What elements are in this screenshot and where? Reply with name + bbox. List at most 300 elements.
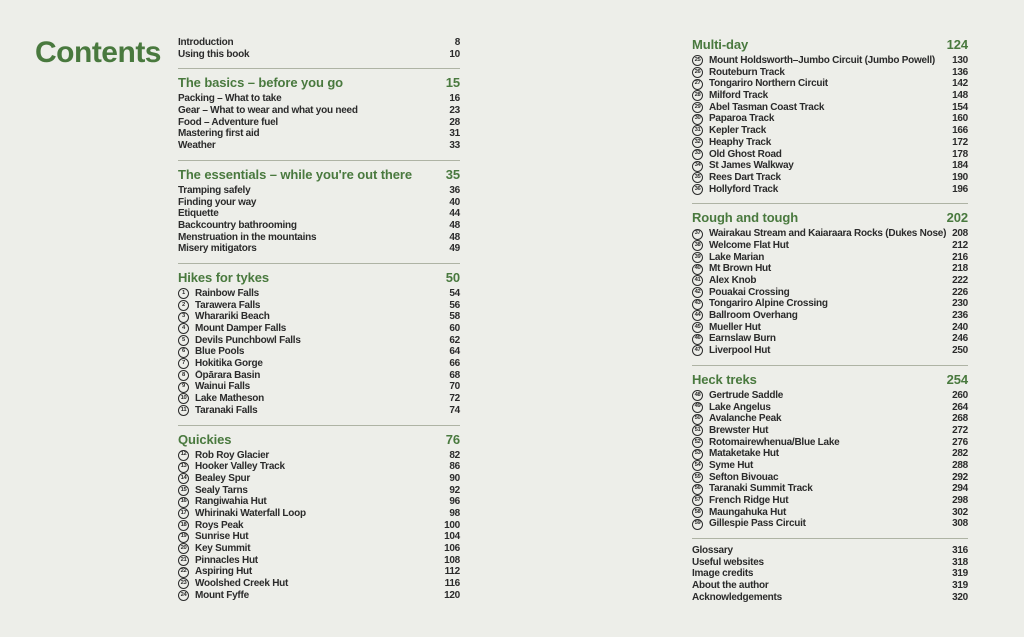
toc-entry	[692, 172, 968, 184]
entry-page: 142	[952, 78, 968, 90]
entry-number-badge: 7	[178, 358, 189, 369]
entry-label: Menstruation in the mountains	[178, 231, 317, 243]
entry-page: 282	[952, 448, 968, 460]
entry-label: Alex Knob	[709, 275, 757, 286]
toc-entry	[692, 149, 968, 161]
toc-entry	[178, 473, 460, 485]
entry-page: 8	[454, 37, 460, 48]
entry-number-badge: 5	[178, 335, 189, 346]
toc-entry	[178, 288, 460, 300]
toc-entry	[692, 184, 968, 196]
toc-entry	[178, 590, 460, 602]
entry-label: Aspiring Hut	[195, 566, 252, 578]
entry-number-badge: 15	[178, 485, 189, 496]
toc-entry	[178, 555, 460, 567]
toc-entry	[178, 335, 460, 347]
section-heading	[692, 372, 968, 388]
section-heading-page: 76	[445, 431, 460, 447]
entry-label: Avalanche Peak	[709, 413, 782, 425]
toc-entry	[178, 220, 460, 232]
entry-page: 92	[449, 484, 460, 496]
entry-page: 112	[444, 566, 460, 578]
entry-label: Syme Hut	[709, 459, 754, 471]
entry-page: 86	[449, 461, 460, 473]
toc-entry	[692, 160, 968, 172]
section-heading	[692, 37, 968, 53]
entry-label: Useful websites	[692, 556, 764, 568]
entry-label: Roys Peak	[195, 519, 244, 531]
section-heading-page: 50	[445, 269, 460, 285]
entry-label: Kepler Track	[709, 125, 767, 137]
entry-page: 298	[952, 495, 968, 506]
entry-label: Liverpool Hut	[709, 345, 771, 357]
entry-label: Mataketake Hut	[709, 448, 779, 460]
toc-entry	[692, 472, 968, 484]
entry-number-badge: 9	[178, 382, 189, 393]
entry-page: 33	[449, 140, 460, 152]
toc-entry	[178, 543, 460, 555]
entry-page: 82	[449, 449, 460, 461]
toc-entry	[178, 531, 460, 543]
toc-entry	[692, 67, 968, 79]
entry-page: 40	[449, 196, 460, 208]
entry-page: 90	[449, 472, 460, 484]
toc-entry	[178, 185, 460, 197]
entry-page: 246	[952, 333, 968, 345]
entry-label: Glossary	[692, 545, 733, 557]
entry-number-badge: 44	[692, 310, 703, 321]
section-entries	[692, 55, 968, 195]
entry-label: Introduction	[178, 37, 234, 48]
entry-page: 276	[952, 436, 968, 448]
toc-entry	[178, 93, 460, 105]
entry-number-badge: 49	[692, 402, 703, 413]
entry-label: Gillespie Pass Circuit	[709, 518, 806, 530]
entry-label: Pinnacles Hut	[195, 554, 258, 566]
toc-entry	[692, 275, 968, 287]
toc-entry	[178, 578, 460, 590]
entry-page: 98	[449, 507, 460, 519]
entry-page: 264	[952, 401, 968, 413]
entry-label: Tongariro Northern Circuit	[709, 78, 828, 90]
entry-number-badge: 43	[692, 299, 703, 310]
entry-page: 226	[952, 286, 968, 298]
entry-page: 288	[952, 459, 968, 471]
toc-column-right	[692, 37, 968, 604]
entry-label: Misery mitigators	[178, 243, 257, 255]
entry-page: 116	[444, 578, 460, 590]
toc-entry	[692, 568, 968, 580]
entry-number-badge: 59	[692, 519, 703, 530]
entry-page: 318	[952, 556, 968, 568]
entry-number-badge: 20	[178, 543, 189, 554]
entry-number-badge: 37	[692, 229, 703, 240]
toc-entry	[692, 228, 968, 240]
section-entries	[178, 450, 460, 602]
entry-label: Tramping safely	[178, 184, 251, 196]
entry-page: 72	[449, 393, 460, 405]
entry-label: Taranaki Summit Track	[709, 483, 813, 495]
entry-page: 106	[444, 543, 460, 554]
toc-entry	[692, 322, 968, 334]
entry-page: 104	[444, 531, 460, 543]
toc-entry	[692, 460, 968, 472]
section-heading-page: 254	[946, 371, 968, 387]
entry-page: 272	[952, 424, 968, 436]
entry-page: 212	[952, 239, 968, 251]
entry-number-badge: 41	[692, 275, 703, 286]
toc-entry	[178, 105, 460, 117]
toc-section	[692, 538, 968, 603]
entry-page: 260	[952, 389, 968, 401]
entry-page: 10	[449, 48, 460, 60]
entry-label: Old Ghost Road	[709, 148, 782, 160]
entry-label: Rangiwahia Hut	[195, 496, 267, 508]
toc-entry	[692, 483, 968, 495]
entry-page: 54	[449, 287, 460, 299]
toc-entry	[178, 243, 460, 255]
entry-label: French Ridge Hut	[709, 495, 789, 506]
entry-number-badge: 52	[692, 437, 703, 448]
toc-section	[178, 37, 460, 60]
entry-number-badge: 14	[178, 473, 189, 484]
entry-page: 44	[449, 208, 460, 220]
toc-entry	[178, 37, 460, 49]
entry-number-badge: 8	[178, 370, 189, 381]
section-heading	[692, 210, 968, 226]
entry-label: Brewster Hut	[709, 424, 769, 436]
entry-label: Finding your way	[178, 196, 257, 208]
toc-entry	[692, 518, 968, 530]
entry-label: Key Summit	[195, 543, 251, 554]
section-heading-label: Heck treks	[692, 371, 757, 387]
section-entries	[178, 288, 460, 417]
entry-number-badge: 57	[692, 495, 703, 506]
entry-label: Hooker Valley Track	[195, 461, 285, 473]
section-heading-page: 202	[946, 210, 968, 226]
entry-number-badge: 3	[178, 312, 189, 323]
entry-page: 66	[449, 358, 460, 370]
section-heading-page: 35	[445, 166, 460, 182]
entry-label: Tarawera Falls	[195, 299, 261, 311]
toc-entry	[178, 381, 460, 393]
entry-page: 120	[444, 589, 460, 601]
entry-number-badge: 38	[692, 240, 703, 251]
section-divider	[178, 263, 460, 264]
entry-number-badge: 10	[178, 393, 189, 404]
entry-number-badge: 33	[692, 149, 703, 160]
section-heading-label: The basics – before you go	[178, 75, 343, 91]
entry-page: 319	[952, 580, 968, 592]
toc-entry	[178, 49, 460, 61]
entry-label: Bealey Spur	[195, 472, 251, 484]
toc-section	[692, 203, 968, 357]
toc-section	[178, 160, 460, 255]
toc-entry	[178, 370, 460, 382]
entry-label: Using this book	[178, 48, 250, 60]
entry-number-badge: 39	[692, 252, 703, 263]
entry-number-badge: 55	[692, 472, 703, 483]
entry-label: Milford Track	[709, 90, 768, 102]
entry-label: Ōpārara Basin	[195, 369, 261, 381]
entry-page: 308	[952, 518, 968, 530]
entry-number-badge: 58	[692, 507, 703, 518]
toc-entry	[692, 310, 968, 322]
entry-number-badge: 46	[692, 334, 703, 345]
section-heading-page: 124	[946, 37, 968, 52]
entry-page: 74	[449, 404, 460, 416]
entry-label: Rainbow Falls	[195, 287, 259, 299]
toc-entry	[692, 55, 968, 67]
toc-entry	[178, 520, 460, 532]
entry-page: 320	[952, 591, 968, 603]
entry-label: Food – Adventure fuel	[178, 116, 278, 128]
entry-label: Tongariro Alpine Crossing	[709, 298, 828, 310]
entry-page: 28	[449, 116, 460, 128]
entry-page: 160	[952, 113, 968, 125]
entry-number-badge: 34	[692, 161, 703, 172]
entry-label: Packing – What to take	[178, 93, 282, 105]
entry-label: Earnslaw Burn	[709, 333, 776, 345]
toc-entry	[178, 405, 460, 417]
entry-page: 148	[952, 90, 968, 102]
entry-label: Rotomairewhenua/Blue Lake	[709, 436, 840, 448]
entry-label: Heaphy Track	[709, 136, 772, 148]
section-divider	[692, 203, 968, 204]
toc-entry	[692, 287, 968, 299]
entry-number-badge: 21	[178, 555, 189, 566]
entry-label: Abel Tasman Coast Track	[709, 101, 825, 113]
section-divider	[692, 538, 968, 539]
toc-entry	[692, 495, 968, 507]
entry-page: 190	[952, 171, 968, 183]
entry-label: Ballroom Overhang	[709, 310, 798, 322]
entry-label: Mount Fyffe	[195, 589, 249, 601]
toc-entry	[178, 508, 460, 520]
entry-page: 166	[952, 125, 968, 137]
section-divider	[178, 425, 460, 426]
toc-entry	[692, 448, 968, 460]
entry-label: Mount Damper Falls	[195, 323, 287, 334]
toc-section	[692, 37, 968, 195]
entry-label: Wainui Falls	[195, 381, 250, 393]
toc-entry	[692, 125, 968, 137]
toc-entry	[178, 197, 460, 209]
section-divider	[692, 365, 968, 366]
entry-number-badge: 56	[692, 484, 703, 495]
entry-page: 58	[449, 311, 460, 323]
entry-page: 236	[952, 310, 968, 322]
entry-label: Hokitika Gorge	[195, 358, 263, 370]
entry-number-badge: 47	[692, 345, 703, 356]
entry-page: 216	[952, 251, 968, 263]
section-entries	[178, 185, 460, 255]
entry-page: 154	[952, 101, 968, 113]
toc-section	[178, 425, 460, 602]
entry-number-badge: 29	[692, 102, 703, 113]
toc-entry	[178, 346, 460, 358]
toc-entry	[178, 140, 460, 152]
entry-label: Mastering first aid	[178, 128, 260, 140]
toc-entry	[692, 240, 968, 252]
entry-number-badge: 17	[178, 508, 189, 519]
entry-page: 64	[449, 346, 460, 358]
entry-number-badge: 13	[178, 462, 189, 473]
entry-number-badge: 35	[692, 172, 703, 183]
entry-label: Wairakau Stream and Kaiaraara Rocks (Dukes Nose)	[709, 228, 947, 240]
entry-label: Sefton Bivouac	[709, 471, 779, 483]
entry-page: 268	[952, 413, 968, 425]
toc-entry	[692, 298, 968, 310]
entry-label: Blue Pools	[195, 346, 245, 358]
entry-label: Wharariki Beach	[195, 311, 270, 323]
entry-label: Weather	[178, 140, 216, 152]
entry-number-badge: 36	[692, 184, 703, 195]
entry-page: 302	[952, 506, 968, 518]
entry-label: Lake Angelus	[709, 401, 771, 413]
toc-entry	[178, 393, 460, 405]
section-heading-label: Hikes for tykes	[178, 269, 269, 285]
toc-entry	[692, 113, 968, 125]
toc-entry	[178, 232, 460, 244]
section-entries	[178, 93, 460, 151]
entry-number-badge: 31	[692, 125, 703, 136]
entry-number-badge: 2	[178, 300, 189, 311]
entry-page: 56	[449, 299, 460, 311]
entry-number-badge: 48	[692, 390, 703, 401]
section-heading	[178, 432, 460, 448]
entry-label: Rob Roy Glacier	[195, 449, 270, 461]
toc-entry	[178, 485, 460, 497]
toc-entry	[692, 557, 968, 569]
entry-page: 319	[952, 568, 968, 580]
toc-entry	[692, 402, 968, 414]
entry-number-badge: 22	[178, 567, 189, 578]
toc-entry	[692, 333, 968, 345]
entry-page: 70	[449, 381, 460, 393]
toc-entry	[692, 437, 968, 449]
toc-entry	[692, 78, 968, 90]
toc-entry	[178, 496, 460, 508]
section-divider	[178, 160, 460, 161]
entry-label: Whirinaki Waterfall Loop	[195, 507, 306, 519]
entry-label: Rees Dart Track	[709, 171, 781, 183]
entry-label: St James Walkway	[709, 160, 794, 172]
toc-column-left	[178, 37, 460, 601]
entry-page: 208	[952, 228, 968, 240]
section-heading-label: Quickies	[178, 431, 232, 447]
section-heading	[178, 75, 460, 91]
page-title: Contents	[35, 36, 161, 69]
entry-number-badge: 50	[692, 414, 703, 425]
entry-label: Paparoa Track	[709, 113, 775, 125]
toc-entry	[178, 450, 460, 462]
section-heading-label: The essentials – while you're out there	[178, 166, 412, 182]
section-heading-label: Multi-day	[692, 37, 749, 52]
toc-entry	[178, 311, 460, 323]
entry-number-badge: 54	[692, 460, 703, 471]
entry-number-badge: 1	[178, 288, 189, 299]
entry-number-badge: 40	[692, 264, 703, 275]
entry-number-badge: 45	[692, 322, 703, 333]
section-entries	[692, 228, 968, 357]
entry-page: 250	[952, 345, 968, 357]
toc-entry	[692, 137, 968, 149]
entry-page: 108	[444, 554, 460, 566]
entry-page: 68	[449, 369, 460, 381]
entry-page: 240	[952, 321, 968, 333]
toc-section	[178, 263, 460, 417]
entry-number-badge: 27	[692, 79, 703, 90]
entry-page: 100	[444, 519, 460, 531]
entry-label: Maungahuka Hut	[709, 506, 787, 518]
entry-page: 96	[449, 496, 460, 508]
entry-label: Mueller Hut	[709, 321, 761, 333]
section-heading-label: Rough and tough	[692, 210, 799, 226]
entry-number-badge: 11	[178, 405, 189, 416]
entry-label: Gertrude Saddle	[709, 389, 784, 401]
entry-page: 172	[952, 136, 968, 148]
entry-page: 196	[952, 183, 968, 195]
entry-number-badge: 28	[692, 90, 703, 101]
entry-label: Lake Marian	[709, 251, 765, 263]
entry-number-badge: 32	[692, 137, 703, 148]
entry-number-badge: 4	[178, 323, 189, 334]
entry-number-badge: 25	[692, 55, 703, 66]
section-heading-page: 15	[445, 75, 460, 91]
entry-page: 130	[952, 55, 968, 66]
entry-label: Backcountry bathrooming	[178, 219, 297, 231]
entry-page: 48	[449, 231, 460, 243]
toc-entry	[178, 358, 460, 370]
toc-entry	[178, 208, 460, 220]
toc-entry	[178, 323, 460, 335]
entry-number-badge: 42	[692, 287, 703, 298]
entry-label: Mt Brown Hut	[709, 263, 771, 275]
entry-label: Devils Punchbowl Falls	[195, 334, 301, 346]
toc-entry	[692, 90, 968, 102]
entry-page: 316	[952, 545, 968, 557]
entry-page: 136	[952, 66, 968, 78]
toc-entry	[178, 461, 460, 473]
entry-number-badge: 23	[178, 578, 189, 589]
section-entries	[178, 37, 460, 60]
entry-number-badge: 30	[692, 114, 703, 125]
toc-entry	[692, 580, 968, 592]
section-divider	[178, 68, 460, 69]
section-entries	[692, 545, 968, 603]
toc-section	[178, 68, 460, 151]
entry-number-badge: 12	[178, 450, 189, 461]
entry-label: Sealy Tarns	[195, 484, 248, 496]
entry-label: Gear – What to wear and what you need	[178, 105, 358, 117]
toc-entry	[692, 592, 968, 604]
entry-label: Routeburn Track	[709, 66, 785, 78]
entry-page: 230	[952, 298, 968, 310]
entry-label: About the author	[692, 580, 769, 592]
entry-page: 60	[449, 323, 460, 334]
entry-label: Sunrise Hut	[195, 531, 249, 543]
toc-entry	[178, 128, 460, 140]
toc-entry	[692, 425, 968, 437]
entry-number-badge: 6	[178, 347, 189, 358]
section-heading	[178, 167, 460, 183]
entry-label: Hollyford Track	[709, 183, 779, 195]
entry-label: Image credits	[692, 568, 754, 580]
entry-page: 31	[449, 128, 460, 140]
entry-label: Acknowledgements	[692, 591, 782, 603]
entry-number-badge: 26	[692, 67, 703, 78]
